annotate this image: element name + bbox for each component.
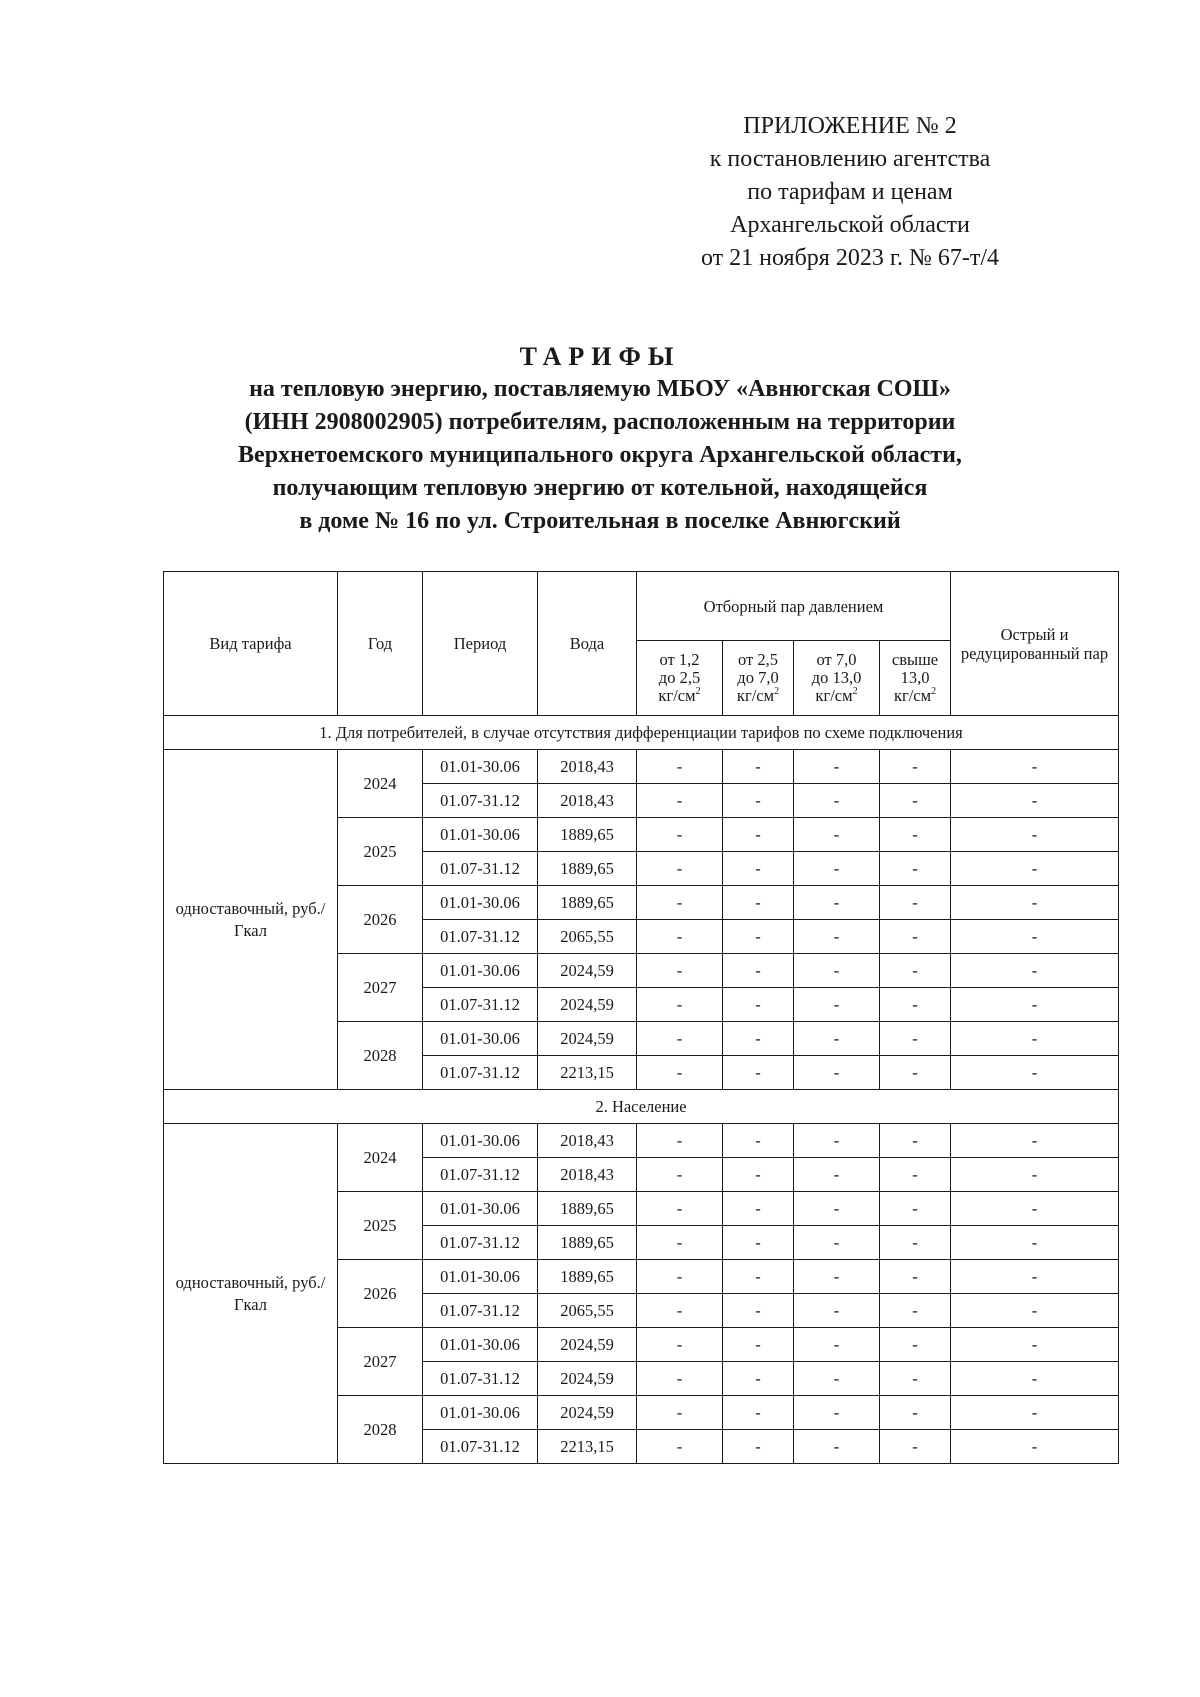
pressure-value-cell: - <box>723 1226 794 1260</box>
pressure-value-cell: - <box>880 1022 951 1056</box>
appendix-line: ПРИЛОЖЕНИЕ № 2 <box>743 113 957 139</box>
header-pressure-4 <box>880 641 951 716</box>
water-cell: 1889,65 <box>538 1192 637 1226</box>
pressure-value-cell: - <box>637 1192 723 1226</box>
pressure-value-cell: - <box>794 1056 880 1090</box>
pressure-value-cell: - <box>880 920 951 954</box>
pressure-value-cell: - <box>794 784 880 818</box>
water-cell: 1889,65 <box>538 886 637 920</box>
header-period: Период <box>423 572 538 716</box>
pressure-value-cell: - <box>637 784 723 818</box>
pressure-to: до 2,5 <box>658 668 701 687</box>
year-cell: 2028 <box>338 1396 423 1464</box>
pressure-to: до 13,0 <box>811 668 862 687</box>
pressure-value-cell: - <box>637 920 723 954</box>
pressure-value-cell: - <box>637 1260 723 1294</box>
year-cell: 2025 <box>338 818 423 886</box>
title-line: в доме № 16 по ул. Строительная в поселке Авнюгский <box>299 508 901 534</box>
sharp-steam-cell: - <box>951 1328 1119 1362</box>
pressure-value-cell: - <box>723 1362 794 1396</box>
period-cell: 01.01-30.06 <box>423 818 538 852</box>
pressure-from: от 7,0 <box>816 650 857 669</box>
sharp-steam-cell: - <box>951 1294 1119 1328</box>
pressure-unit: кг/см <box>893 686 932 705</box>
pressure-value-cell: - <box>637 852 723 886</box>
period-cell: 01.01-30.06 <box>423 1124 538 1158</box>
pressure-value-cell: - <box>880 1226 951 1260</box>
sharp-steam-cell: - <box>951 1192 1119 1226</box>
water-cell: 2018,43 <box>538 750 637 784</box>
pressure-value-cell: - <box>637 1362 723 1396</box>
sharp-steam-cell: - <box>951 1362 1119 1396</box>
header-pressure-1 <box>637 641 723 716</box>
period-cell: 01.07-31.12 <box>423 852 538 886</box>
water-cell: 2213,15 <box>538 1430 637 1464</box>
water-cell: 2213,15 <box>538 1056 637 1090</box>
pressure-unit-exponent: 2 <box>852 686 858 697</box>
period-cell: 01.01-30.06 <box>423 1260 538 1294</box>
pressure-value-cell: - <box>723 1396 794 1430</box>
year-cell: 2026 <box>338 886 423 954</box>
title-line: Верхнетоемского муниципального округа Архангельской области, <box>238 442 962 468</box>
sharp-steam-cell: - <box>951 1056 1119 1090</box>
pressure-unit: кг/см <box>815 686 853 705</box>
pressure-value-cell: - <box>723 886 794 920</box>
pressure-value-cell: - <box>723 1022 794 1056</box>
appendix-line: от 21 ноября 2023 г. № 67-т/4 <box>700 245 1000 271</box>
period-cell: 01.07-31.12 <box>423 1158 538 1192</box>
pressure-value-cell: - <box>880 818 951 852</box>
document-title <box>160 340 1040 538</box>
header-pressure-2 <box>723 641 794 716</box>
water-cell: 2065,55 <box>538 920 637 954</box>
period-cell: 01.07-31.12 <box>423 1430 538 1464</box>
header-pressure-3 <box>794 641 880 716</box>
pressure-value-cell: - <box>880 1328 951 1362</box>
period-cell: 01.01-30.06 <box>423 886 538 920</box>
pressure-value-cell: - <box>794 1226 880 1260</box>
pressure-unit-exponent: 2 <box>774 686 780 697</box>
appendix-block <box>620 110 1080 275</box>
water-cell: 2065,55 <box>538 1294 637 1328</box>
pressure-value-cell: - <box>723 784 794 818</box>
sharp-steam-cell: - <box>951 988 1119 1022</box>
pressure-value-cell: - <box>637 750 723 784</box>
pressure-value-cell: - <box>637 1294 723 1328</box>
sharp-steam-cell: - <box>951 886 1119 920</box>
pressure-value-cell: - <box>880 852 951 886</box>
pressure-value-cell: - <box>794 954 880 988</box>
pressure-value-cell: - <box>723 1260 794 1294</box>
section-title: 1. Для потребителей, в случае отсутствия дифференциации тарифов по схеме подключения <box>164 716 1119 750</box>
pressure-value-cell: - <box>794 1430 880 1464</box>
pressure-value-cell: - <box>794 1396 880 1430</box>
pressure-value-cell: - <box>880 1158 951 1192</box>
water-cell: 2024,59 <box>538 1328 637 1362</box>
water-cell: 1889,65 <box>538 1260 637 1294</box>
sharp-steam-cell: - <box>951 920 1119 954</box>
pressure-value-cell: - <box>880 1430 951 1464</box>
water-cell: 2018,43 <box>538 784 637 818</box>
table-row <box>164 750 1119 784</box>
year-cell: 2028 <box>338 1022 423 1090</box>
pressure-value-cell: - <box>637 1056 723 1090</box>
sharp-steam-cell: - <box>951 784 1119 818</box>
pressure-value-cell: - <box>880 988 951 1022</box>
year-cell: 2027 <box>338 1328 423 1396</box>
pressure-value-cell: - <box>880 784 951 818</box>
period-cell: 01.07-31.12 <box>423 988 538 1022</box>
pressure-value-cell: - <box>880 750 951 784</box>
sharp-steam-cell: - <box>951 1396 1119 1430</box>
pressure-value-cell: - <box>637 886 723 920</box>
pressure-value-cell: - <box>794 920 880 954</box>
pressure-value-cell: - <box>637 818 723 852</box>
water-cell: 2024,59 <box>538 988 637 1022</box>
period-cell: 01.07-31.12 <box>423 1056 538 1090</box>
pressure-from: от 2,5 <box>738 650 778 669</box>
pressure-value-cell: - <box>637 988 723 1022</box>
header-sharp-steam: Острый и редуцированный пар <box>951 572 1119 716</box>
pressure-value-cell: - <box>880 954 951 988</box>
pressure-value-cell: - <box>880 1124 951 1158</box>
water-cell: 2024,59 <box>538 1362 637 1396</box>
pressure-value-cell: - <box>880 1192 951 1226</box>
sharp-steam-cell: - <box>951 852 1119 886</box>
year-cell: 2024 <box>338 750 423 818</box>
title-heading: ТАРИФЫ <box>519 342 681 371</box>
pressure-value-cell: - <box>637 1158 723 1192</box>
sharp-steam-cell: - <box>951 750 1119 784</box>
pressure-value-cell: - <box>723 1430 794 1464</box>
pressure-value-cell: - <box>794 886 880 920</box>
pressure-value-cell: - <box>794 1158 880 1192</box>
period-cell: 01.07-31.12 <box>423 920 538 954</box>
pressure-value-cell: - <box>880 1362 951 1396</box>
pressure-value-cell: - <box>794 1022 880 1056</box>
period-cell: 01.01-30.06 <box>423 1192 538 1226</box>
period-cell: 01.07-31.12 <box>423 1226 538 1260</box>
pressure-value-cell: - <box>723 1294 794 1328</box>
sharp-steam-cell: - <box>951 1124 1119 1158</box>
pressure-value-cell: - <box>723 1158 794 1192</box>
pressure-value-cell: - <box>794 1294 880 1328</box>
tariff-kind-cell: одноставочный, руб./Гкал <box>164 1124 338 1464</box>
pressure-value-cell: - <box>794 1362 880 1396</box>
header-extracted-steam: Отборный пар давлением <box>637 572 951 641</box>
pressure-value-cell: - <box>880 886 951 920</box>
pressure-unit: кг/см <box>658 686 696 705</box>
water-cell: 2018,43 <box>538 1124 637 1158</box>
period-cell: 01.07-31.12 <box>423 1362 538 1396</box>
pressure-value-cell: - <box>637 1022 723 1056</box>
pressure-value-cell: - <box>723 988 794 1022</box>
section-title: 2. Население <box>164 1090 1119 1124</box>
sharp-steam-cell: - <box>951 1260 1119 1294</box>
pressure-from: свыше <box>891 650 939 669</box>
appendix-line: Архангельской области <box>730 212 970 238</box>
title-line: получающим тепловую энергию от котельной, находящейся <box>272 475 928 501</box>
pressure-value-cell: - <box>794 818 880 852</box>
period-cell: 01.01-30.06 <box>423 1328 538 1362</box>
pressure-value-cell: - <box>880 1056 951 1090</box>
period-cell: 01.01-30.06 <box>423 1022 538 1056</box>
period-cell: 01.01-30.06 <box>423 750 538 784</box>
pressure-value-cell: - <box>794 1260 880 1294</box>
water-cell: 1889,65 <box>538 852 637 886</box>
period-cell: 01.01-30.06 <box>423 1396 538 1430</box>
tariffs-table <box>163 571 1119 1464</box>
period-cell: 01.07-31.12 <box>423 784 538 818</box>
year-cell: 2026 <box>338 1260 423 1328</box>
pressure-value-cell: - <box>794 750 880 784</box>
water-cell: 2024,59 <box>538 954 637 988</box>
pressure-to: до 7,0 <box>737 668 779 687</box>
title-line: на тепловую энергию, поставляемую МБОУ «Авнюгская СОШ» <box>249 376 951 402</box>
sharp-steam-cell: - <box>951 1226 1119 1260</box>
pressure-value-cell: - <box>723 920 794 954</box>
sharp-steam-cell: - <box>951 1158 1119 1192</box>
pressure-value-cell: - <box>723 1124 794 1158</box>
pressure-value-cell: - <box>794 988 880 1022</box>
pressure-value-cell: - <box>723 750 794 784</box>
water-cell: 2024,59 <box>538 1396 637 1430</box>
appendix-line: по тарифам и ценам <box>747 179 953 205</box>
pressure-value-cell: - <box>637 1328 723 1362</box>
water-cell: 2024,59 <box>538 1022 637 1056</box>
pressure-value-cell: - <box>637 1396 723 1430</box>
pressure-value-cell: - <box>794 1328 880 1362</box>
pressure-value-cell: - <box>723 818 794 852</box>
sharp-steam-cell: - <box>951 954 1119 988</box>
year-cell: 2024 <box>338 1124 423 1192</box>
pressure-value-cell: - <box>723 1056 794 1090</box>
period-cell: 01.01-30.06 <box>423 954 538 988</box>
sharp-steam-cell: - <box>951 1022 1119 1056</box>
pressure-value-cell: - <box>794 1124 880 1158</box>
table-row <box>164 1124 1119 1158</box>
pressure-value-cell: - <box>723 1192 794 1226</box>
header-year: Год <box>338 572 423 716</box>
header-kind: Вид тарифа <box>164 572 338 716</box>
period-cell: 01.07-31.12 <box>423 1294 538 1328</box>
year-cell: 2025 <box>338 1192 423 1260</box>
pressure-value-cell: - <box>637 1124 723 1158</box>
sharp-steam-cell: - <box>951 818 1119 852</box>
water-cell: 2018,43 <box>538 1158 637 1192</box>
pressure-value-cell: - <box>794 1192 880 1226</box>
pressure-from: от 1,2 <box>659 650 700 669</box>
appendix-line: к постановлению агентства <box>709 146 991 172</box>
pressure-unit: кг/см <box>736 686 775 705</box>
pressure-value-cell: - <box>880 1294 951 1328</box>
pressure-unit-exponent: 2 <box>931 686 937 697</box>
pressure-value-cell: - <box>637 954 723 988</box>
pressure-value-cell: - <box>637 1430 723 1464</box>
pressure-unit-exponent: 2 <box>695 686 701 697</box>
pressure-value-cell: - <box>880 1396 951 1430</box>
pressure-value-cell: - <box>637 1226 723 1260</box>
pressure-value-cell: - <box>723 954 794 988</box>
pressure-value-cell: - <box>794 852 880 886</box>
year-cell: 2027 <box>338 954 423 1022</box>
sharp-steam-cell: - <box>951 1430 1119 1464</box>
pressure-value-cell: - <box>723 852 794 886</box>
tariff-kind-cell: одноставочный, руб./Гкал <box>164 750 338 1090</box>
water-cell: 1889,65 <box>538 1226 637 1260</box>
water-cell: 1889,65 <box>538 818 637 852</box>
pressure-value-cell: - <box>880 1260 951 1294</box>
title-line: (ИНН 2908002905) потребителям, расположенным на территории <box>244 409 956 435</box>
pressure-to: 13,0 <box>900 668 930 687</box>
pressure-value-cell: - <box>723 1328 794 1362</box>
header-water: Вода <box>538 572 637 716</box>
